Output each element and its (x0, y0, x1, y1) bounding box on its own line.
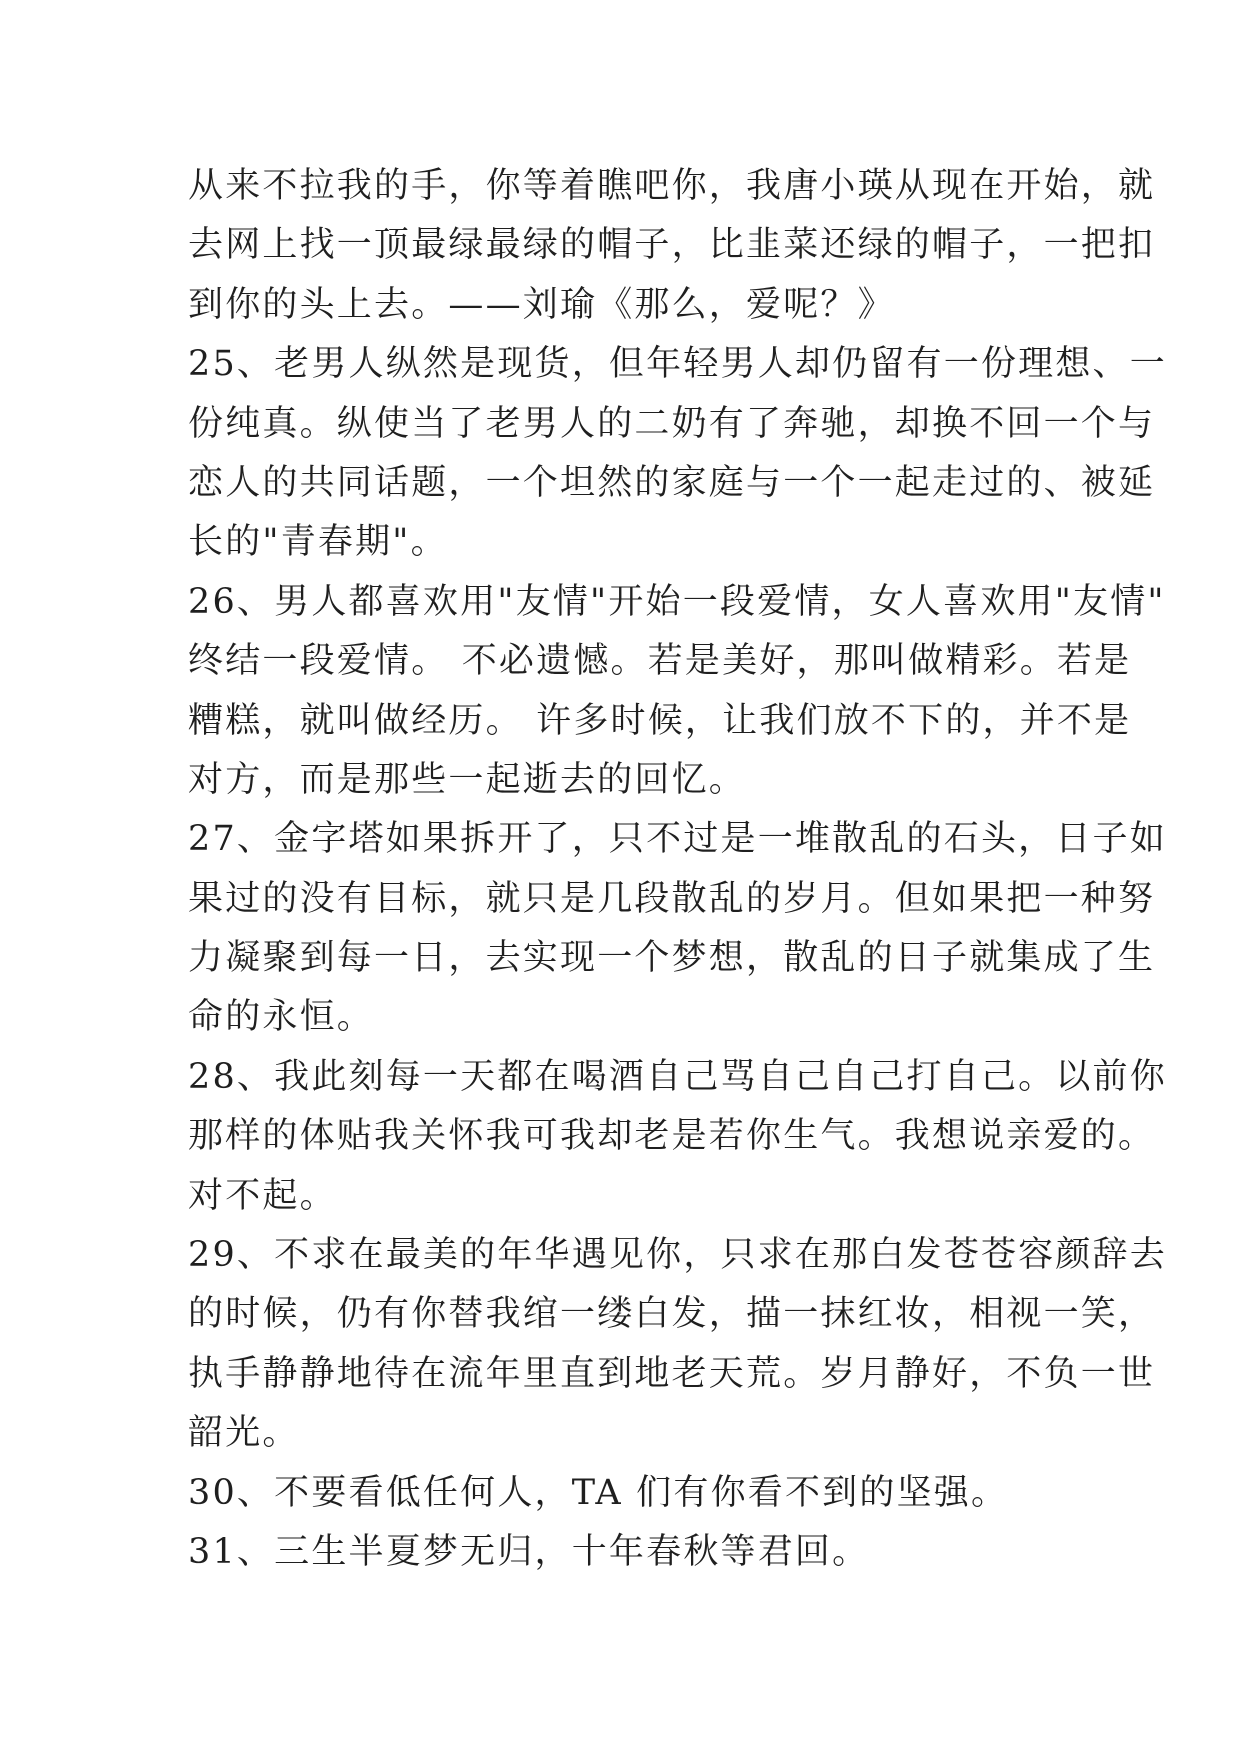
text-line: 对方，而是那些一起逝去的回忆。 (188, 759, 747, 800)
text-line: 恋人的共同话题，一个坦然的家庭与一个一起走过的、被延 (188, 462, 1156, 503)
text-line: 25、老男人纵然是现货，但年轻男人却仍留有一份理想、一 (188, 344, 1167, 385)
text-line: 30、不要看低任何人，TA 们有你看不到的坚强。 (188, 1472, 1009, 1513)
text-line: 从来不拉我的手，你等着瞧吧你，我唐小瑛从现在开始，就 (188, 166, 1156, 206)
text-line: 对不起。 (188, 1175, 337, 1216)
text-line: 的时候，仍有你替我绾一缕白发，描一抹红妆，相视一笑， (188, 1294, 1156, 1335)
text-line: 力凝聚到每一日，去实现一个梦想，散乱的日子就集成了生 (188, 938, 1156, 979)
text-line: 长的"青春期"。 (188, 522, 448, 563)
text-line: 命的永恒。 (188, 997, 375, 1038)
text-line: 去网上找一顶最绿最绿的帽子，比韭菜还绿的帽子，一把扣 (188, 225, 1156, 266)
text-line: 31、三生半夏梦无归，十年春秋等君回。 (188, 1531, 870, 1572)
text-line: 27、金字塔如果拆开了，只不过是一堆散乱的石头，日子如 (188, 819, 1167, 860)
text-line: 26、男人都喜欢用"友情"开始一段爱情，女人喜欢用"友情" (188, 581, 1166, 622)
text-line: 执手静静地待在流年里直到地老天荒。岁月静好，不负一世 (188, 1353, 1156, 1394)
text-line: 28、我此刻每一天都在喝酒自己骂自己自己打自己。以前你 (188, 1056, 1167, 1097)
text-line: 29、不求在最美的年华遇见你，只求在那白发苍苍容颜辞去 (188, 1235, 1167, 1276)
text-line: 终结一段爱情。 不必遗憾。若是美好，那叫做精彩。若是 (188, 641, 1132, 682)
text-line: 韶光。 (188, 1413, 300, 1454)
text-line: 份纯真。纵使当了老男人的二奶有了奔驰，却换不回一个与 (188, 403, 1156, 444)
text-line: 到你的头上去。——刘瑜《那么，爱呢？》 (188, 284, 895, 325)
text-line: 糟糕，就叫做经历。 许多时候，让我们放不下的，并不是 (188, 700, 1132, 741)
text-line: 果过的没有目标，就只是几段散乱的岁月。但如果把一种努 (188, 878, 1156, 919)
document-body (188, 157, 1167, 1582)
text-line: 那样的体贴我关怀我可我却老是若你生气。我想说亲爱的。 (188, 1116, 1156, 1157)
